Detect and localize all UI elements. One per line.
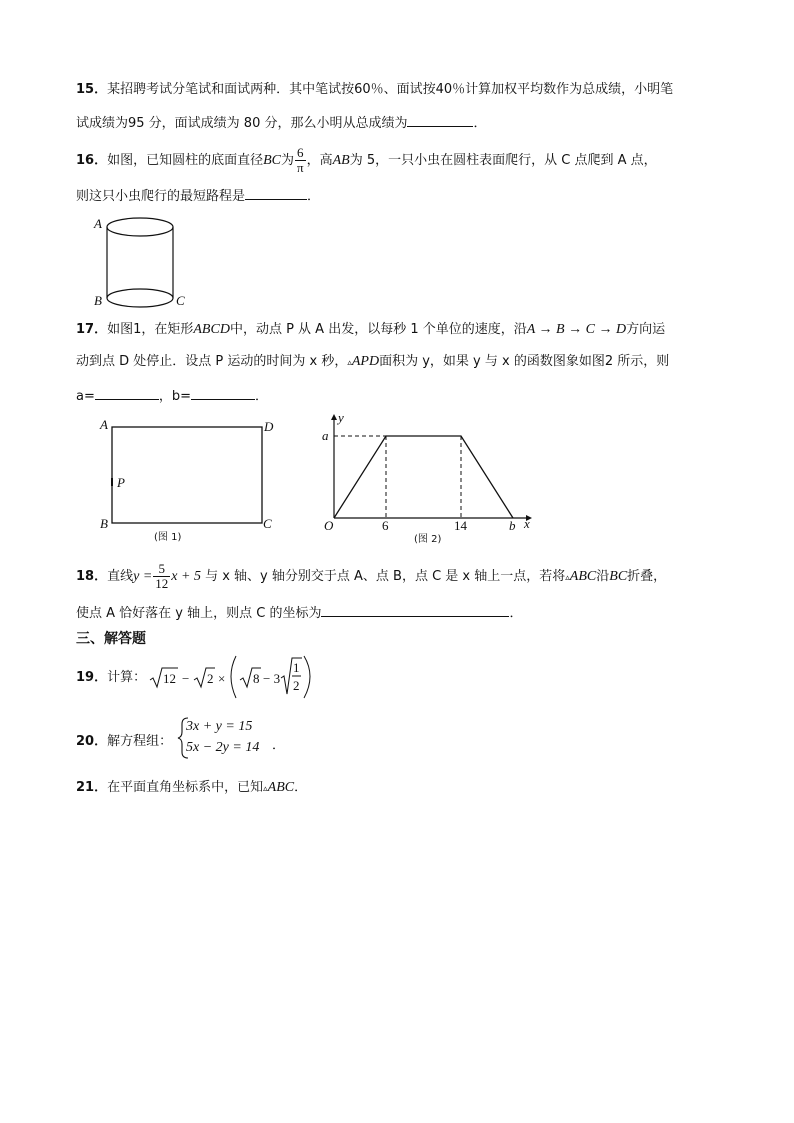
q16-fraction: [295, 146, 306, 175]
q18-text2: 与 x 轴、y 轴分别交于点 A、点 B，点 C 是 x 轴上一点，若将: [205, 569, 566, 584]
q16-frac-num: 6: [295, 146, 306, 161]
y-axis-label: y: [338, 410, 344, 425]
cylinder-bottom-back: [107, 289, 173, 298]
rect-label-b: B: [100, 516, 108, 531]
rect-label-c: C: [263, 516, 272, 531]
origin-label: O: [324, 518, 334, 533]
q16-period: ．: [307, 189, 321, 204]
section-heading: 三、解答题: [76, 631, 146, 647]
x-axis-label: x: [524, 516, 530, 531]
q16-text: 如图，已知圆柱的底面直径: [107, 153, 264, 168]
q21-triangle-symbol: ▵: [263, 784, 268, 794]
q21-period: ．: [294, 780, 308, 795]
q18-line2: [76, 602, 522, 624]
q17-text5: 面积为 y，如果 y 与 x 的函数图象如图2 所示，则: [379, 354, 670, 369]
q17-number: 17．: [76, 322, 108, 337]
right-paren: [304, 656, 310, 698]
q19-times: ×: [218, 671, 226, 686]
q19-line: [76, 665, 146, 691]
q21-abc: ABC: [267, 780, 295, 795]
q17-text2: 中，动点 P 从 A 出发，以每秒 1 个单位的速度，沿: [229, 322, 527, 337]
q18-text4: 折叠，: [627, 569, 667, 584]
q15-answer-blank[interactable]: [407, 112, 473, 127]
q17-a-label: a=: [76, 389, 95, 404]
q20-number: 20．: [76, 734, 108, 749]
rectangle-abcd: [112, 427, 262, 523]
q18-frac-den: 12: [155, 576, 169, 591]
a-tick-label: a: [322, 428, 329, 443]
q21-number: 21．: [76, 780, 108, 795]
q17-apd: APD: [351, 354, 380, 369]
q18-period: ．: [509, 606, 523, 621]
q18-abc: ABC: [569, 569, 597, 584]
q17-figure1-rectangle: [96, 418, 286, 548]
cylinder-top-ellipse: [107, 218, 173, 236]
b-tick-label: b: [509, 518, 516, 533]
q20-period: ．: [272, 738, 286, 753]
q17-b-blank[interactable]: [191, 385, 255, 400]
y-axis-arrow: [331, 414, 337, 420]
q16-answer-blank[interactable]: [245, 185, 307, 200]
q19-minus: −: [182, 671, 190, 686]
q20-line: [76, 732, 172, 752]
sqrt-8-value: 8: [253, 671, 260, 686]
q16-text-rest: 为 5，一只小虫在圆柱表面爬行，从 C 点爬到 A 点，: [349, 153, 657, 168]
q15-line1: [76, 80, 673, 100]
q17-text3: 方向运: [626, 322, 666, 337]
figure2-caption: (图 2): [414, 534, 442, 545]
q17-path: A → B → C → D: [526, 322, 627, 337]
q15-line2: [76, 112, 487, 134]
left-paren: [231, 656, 236, 698]
q16-text-height: ，高: [306, 153, 333, 168]
q17-a-blank[interactable]: [95, 385, 159, 400]
q19-expression: [148, 654, 308, 700]
q16-line2: [76, 185, 320, 207]
q16-text2: 则这只小虫爬行的最短路程是: [76, 189, 246, 204]
q16-cylinder-figure: [90, 212, 190, 312]
q15-period: ．: [473, 116, 487, 131]
q20-eq2: 5x − 2y = 14: [186, 740, 260, 755]
cylinder-label-c: C: [176, 293, 185, 308]
cylinder-label-b: B: [94, 293, 102, 308]
q17-triangle-symbol: ▵: [347, 358, 352, 368]
half-denominator: 2: [293, 678, 300, 693]
q16-text-wei: 为: [281, 153, 295, 168]
q16-bc: BC: [263, 153, 281, 168]
q20-eq1: 3x + y = 15: [186, 719, 253, 734]
q16-line1: [76, 146, 657, 176]
cylinder-bottom-front: [107, 298, 173, 307]
q16-frac-den: π: [297, 160, 304, 175]
q19-minus-3: − 3: [263, 671, 281, 686]
cylinder-label-a: A: [94, 216, 102, 231]
q18-bc: BC: [609, 569, 628, 584]
q16-number: 16．: [76, 153, 108, 168]
rect-label-p: P: [117, 475, 125, 490]
q17-text: 如图1，在矩形: [107, 322, 194, 337]
rect-label-a: A: [100, 417, 108, 432]
q18-fraction: [153, 562, 170, 591]
q17-line1: [76, 320, 665, 340]
q16-ab: AB: [332, 153, 350, 168]
q15-number: 15．: [76, 82, 108, 97]
q18-x-plus-5: x + 5: [171, 569, 201, 584]
tick-6: 6: [382, 518, 389, 533]
q18-number: 18．: [76, 569, 108, 584]
q19-number: 19．: [76, 670, 108, 685]
q21-line: [76, 778, 307, 799]
q18-line1: [76, 562, 666, 593]
tick-14: 14: [454, 518, 467, 533]
q17-text4: 动到点 D 处停止．设点 P 运动的时间为 x 秒，: [76, 354, 348, 369]
q15-text: 某招聘考试分笔试和面试两种．其中笔试按60％、面试按40％计算加权平均数作为总成绩，小明笔: [107, 82, 674, 97]
q18-answer-blank[interactable]: [321, 602, 509, 617]
q18-triangle-symbol: ▵: [565, 573, 570, 583]
q18-text3: 沿: [596, 569, 610, 584]
q18-text5: 使点 A 恰好落在 y 轴上，则点 C 的坐标为: [76, 606, 322, 621]
function-graph-line: [334, 436, 513, 518]
rect-label-d: D: [264, 419, 274, 434]
sqrt-12-value: 12: [163, 671, 176, 686]
sqrt-2-value: 2: [207, 671, 214, 686]
q17-line3: [76, 385, 268, 407]
q18-frac-num: 5: [153, 562, 170, 577]
q17-abcd: ABCD: [193, 322, 230, 337]
q17-line2: [76, 352, 669, 373]
q17-b-label: ，b=: [158, 389, 192, 404]
q18-y-equals: y =: [133, 569, 153, 584]
q17-period: ．: [255, 389, 269, 404]
q18-text: 直线: [107, 569, 134, 584]
half-numerator: 1: [293, 660, 300, 675]
q19-text: 计算：: [107, 670, 147, 685]
q17-figure2-graph: [318, 412, 538, 548]
figure1-caption: (图 1): [154, 532, 182, 543]
q20-text: 解方程组：: [107, 734, 173, 749]
q21-text: 在平面直角坐标系中，已知: [107, 780, 264, 795]
q15-text2: 试成绩为95 分，面试成绩为 80 分，那么小明从总成绩为: [76, 116, 408, 131]
